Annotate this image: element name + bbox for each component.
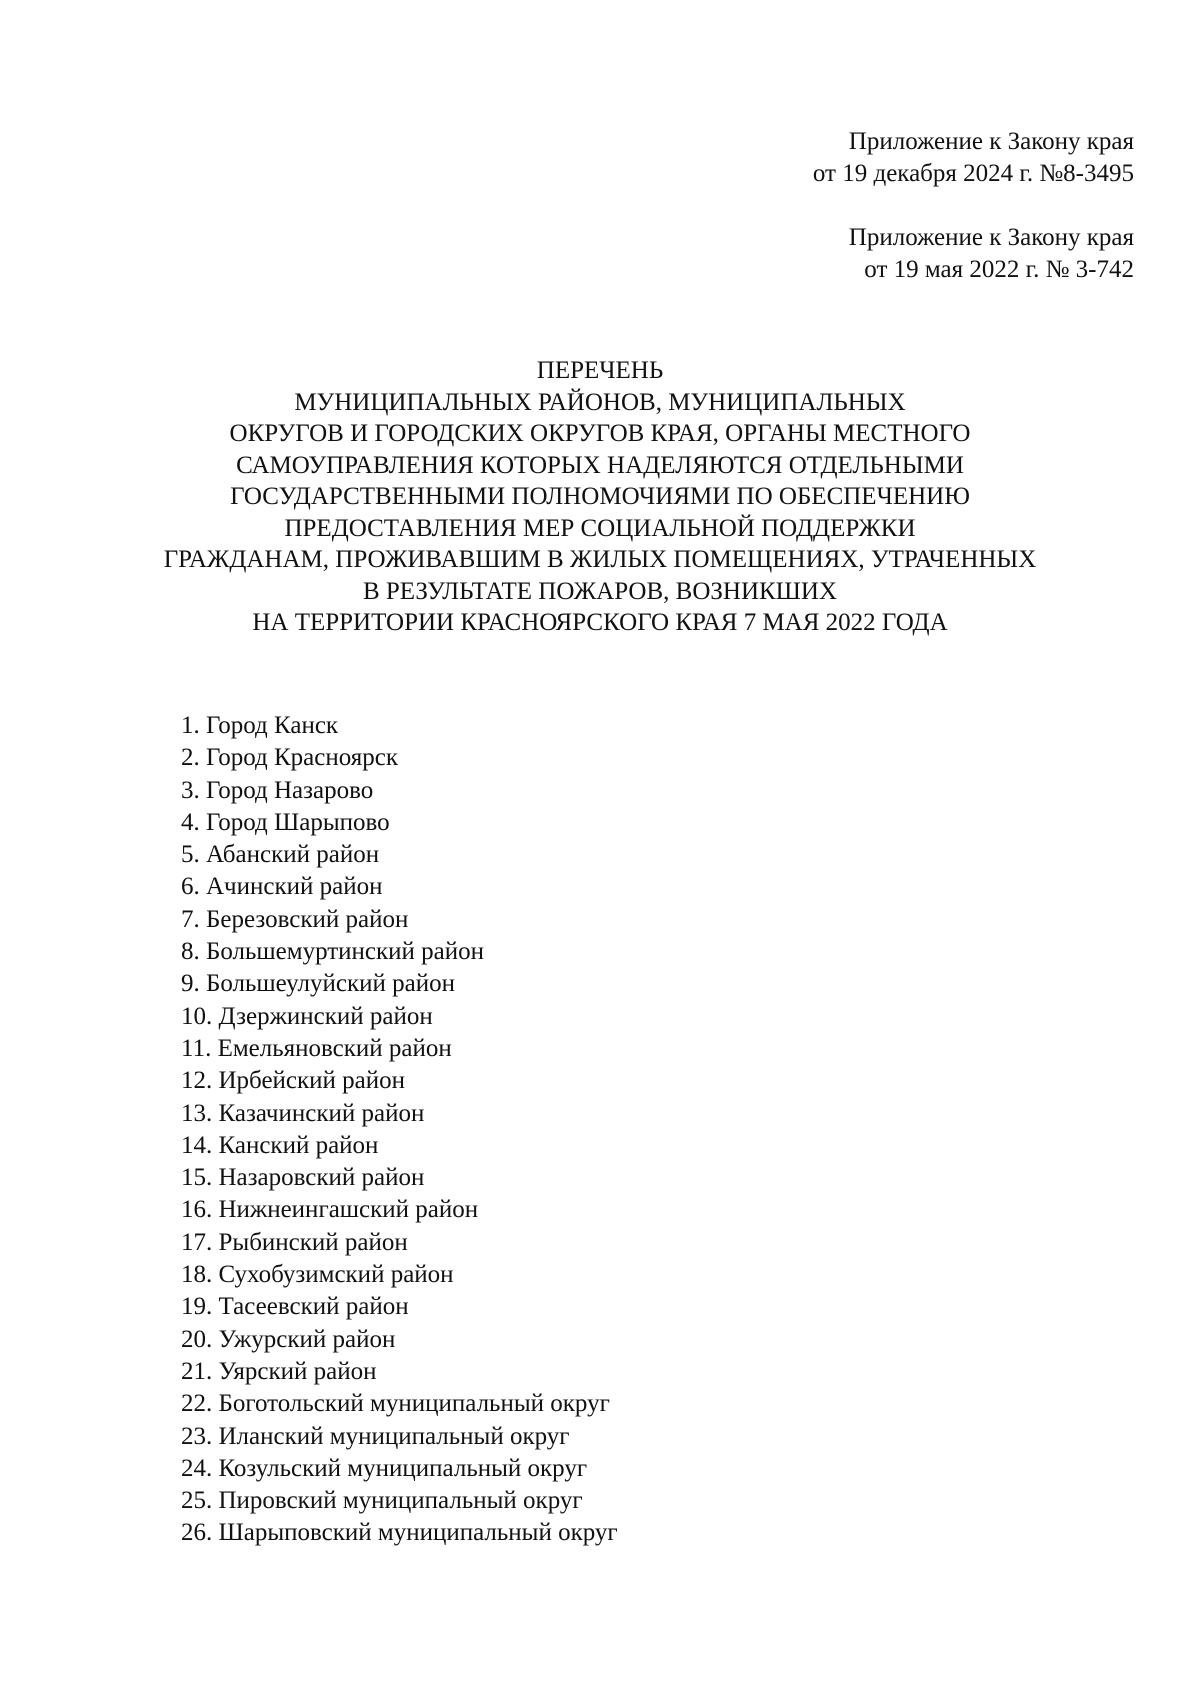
list-item: 14. Канский район — [181, 1131, 379, 1159]
title-line: ОКРУГОВ И ГОРОДСКИХ ОКРУГОВ КРАЯ, ОРГАНЫ МЕСТНОГО — [229, 420, 971, 447]
appendix-note-original — [849, 222, 1134, 286]
list-item: 4. Город Шарыпово — [181, 808, 390, 836]
list-item: 20. Ужурский район — [181, 1325, 396, 1353]
list-item: 16. Нижнеингашский район — [181, 1196, 479, 1224]
appendix-note-date: от 19 мая 2022 г. № 3-742 — [864, 256, 1134, 283]
title-line: МУНИЦИПАЛЬНЫХ РАЙОНОВ, МУНИЦИПАЛЬНЫХ — [294, 388, 906, 416]
list-item: 24. Козульский муниципальный округ — [181, 1454, 588, 1482]
appendix-note-title: Приложение к Закону края — [848, 128, 1134, 155]
list-item: 1. Город Канск — [181, 712, 339, 739]
appendix-note-date: от 19 декабря 2024 г. №8-3495 — [812, 160, 1134, 187]
list-item: 8. Большемуртинский район — [181, 938, 485, 966]
list-item: 25. Пировский муниципальный округ — [181, 1487, 583, 1515]
list-item: 6. Ачинский район — [181, 873, 383, 901]
list-item: 7. Березовский район — [181, 905, 409, 933]
list-item: 3. Город Назарово — [181, 776, 374, 804]
list-item: 26. Шарыповский муниципальный округ — [181, 1519, 618, 1547]
list-item: 22. Боготольский муниципальный округ — [181, 1390, 610, 1418]
list-item: 19. Тасеевский район — [181, 1293, 409, 1321]
list-item: 2. Город Красноярск — [181, 744, 399, 772]
appendix-note-current — [813, 126, 1134, 190]
title-line: ПРЕДОСТАВЛЕНИЯ МЕР СОЦИАЛЬНОЙ ПОДДЕРЖКИ — [284, 514, 916, 542]
document-title — [80, 355, 1120, 639]
appendix-note-title: Приложение к Закону края — [848, 224, 1134, 251]
list-item: 9. Большеулуйский район — [181, 970, 455, 998]
title-line: ПЕРЕЧЕНЬ — [536, 357, 664, 384]
list-item: 21. Уярский район — [181, 1357, 377, 1385]
title-line: ГОСУДАРСТВЕННЫМИ ПОЛНОМОЧИЯМИ ПО ОБЕСПЕЧЕНИЮ — [230, 483, 970, 510]
title-line: ГРАЖДАНАМ, ПРОЖИВАВШИМ В ЖИЛЫХ ПОМЕЩЕНИЯХ, УТРАЧЕННЫХ — [163, 546, 1037, 573]
list-item: 18. Сухобузимский район — [181, 1261, 454, 1289]
municipality-list — [181, 710, 618, 1550]
list-item: 23. Иланский муниципальный округ — [181, 1422, 570, 1450]
title-line: НА ТЕРРИТОРИИ КРАСНОЯРСКОГО КРАЯ 7 МАЯ 2022 ГОДА — [252, 609, 948, 636]
list-item: 10. Дзержинский район — [181, 1002, 433, 1030]
list-item: 5. Абанский район — [181, 841, 380, 869]
list-item: 12. Ирбейский район — [181, 1067, 406, 1095]
list-item: 17. Рыбинский район — [181, 1228, 408, 1256]
list-item: 15. Назаровский район — [181, 1164, 425, 1192]
list-item: 13. Казачинский район — [181, 1099, 425, 1127]
list-item: 11. Емельяновский район — [181, 1034, 452, 1062]
title-line: В РЕЗУЛЬТАТЕ ПОЖАРОВ, ВОЗНИКШИХ — [362, 577, 838, 605]
title-line: САМОУПРАВЛЕНИЯ КОТОРЫХ НАДЕЛЯЮТСЯ ОТДЕЛЬНЫМИ — [236, 451, 964, 479]
